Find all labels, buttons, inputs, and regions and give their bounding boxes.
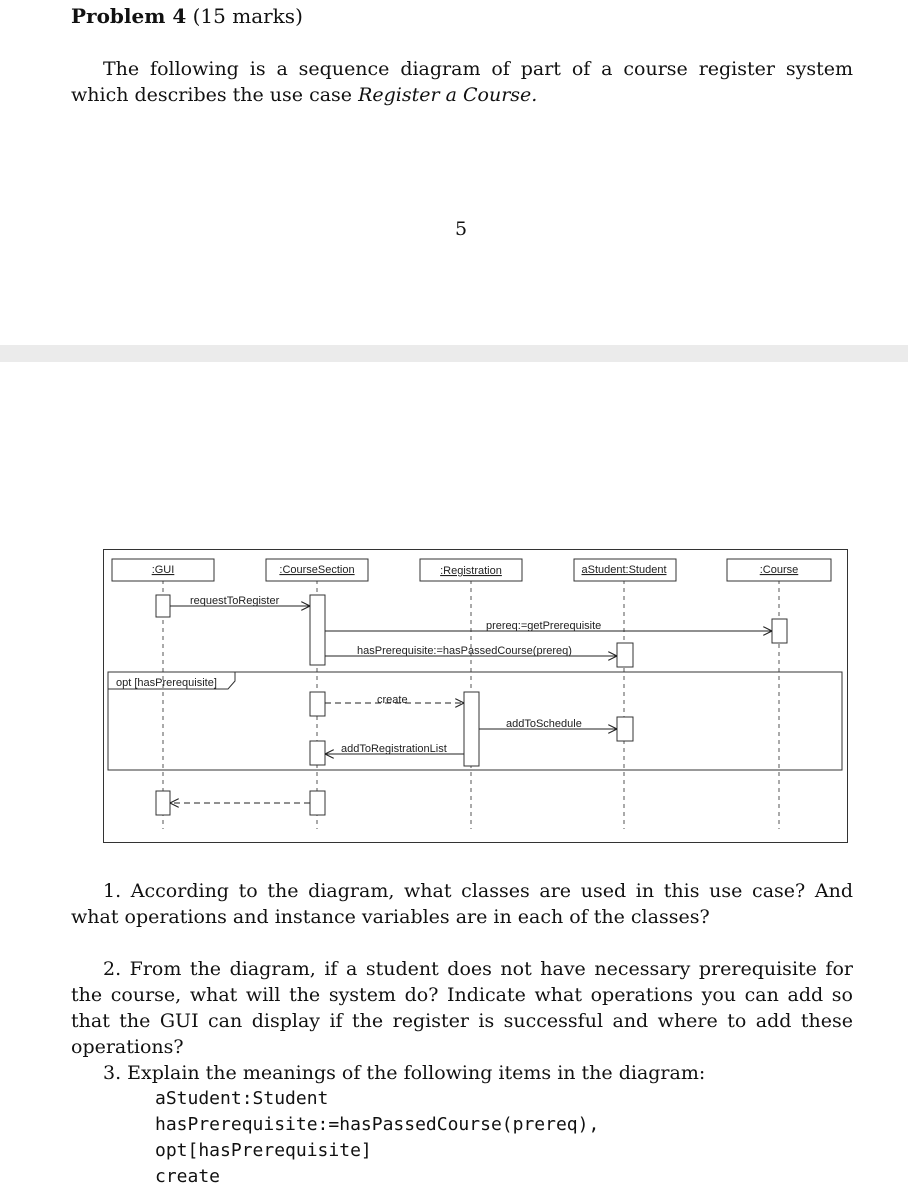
question-2 — [71, 956, 853, 1060]
registration-activation — [464, 692, 479, 766]
code-item-student: aStudent:Student — [155, 1088, 329, 1109]
question-1 — [71, 878, 853, 930]
page-break — [0, 345, 908, 362]
code-item-hasprereq: hasPrerequisite:=hasPassedCourse(prereq), — [155, 1114, 600, 1135]
intro-text: The following is a sequence diagram of part of a course register system which describes the use case — [71, 58, 853, 106]
gui-activation-1 — [156, 595, 170, 617]
msg-request-label: requestToRegister — [190, 595, 280, 607]
coursesection-activation-4 — [310, 791, 325, 815]
code-list — [155, 1086, 599, 1190]
lifeline-student-label: aStudent:Student — [581, 564, 667, 576]
code-item-create: create — [155, 1166, 221, 1187]
problem-marks: (15 marks) — [192, 4, 303, 28]
lifeline-coursesection-label: :CourseSection — [279, 564, 355, 576]
problem-heading — [71, 4, 303, 28]
msg-hasprereq-label: hasPrerequisite:=hasPassedCourse(prereq) — [357, 645, 572, 657]
use-case-name: Register a Course. — [358, 84, 538, 106]
msg-prereq-label: prereq:=getPrerequisite — [486, 620, 602, 632]
lifeline-course-label: :Course — [759, 564, 799, 576]
lifeline-registration-label: :Registration — [440, 565, 502, 577]
coursesection-activation-3 — [310, 741, 325, 765]
question-3-text: 3. Explain the meanings of the following items in the diagram: — [103, 1062, 706, 1084]
gui-activation-2 — [156, 791, 170, 815]
page-number: 5 — [454, 218, 468, 240]
course-activation — [772, 619, 787, 643]
lifeline-gui-label: :GUI — [151, 564, 175, 576]
msg-create-label: create — [377, 694, 408, 706]
coursesection-activation-1 — [310, 595, 325, 665]
msg-addreglist-label: addToRegistrationList — [341, 743, 447, 755]
coursesection-activation-2 — [310, 692, 325, 716]
opt-fragment-label: opt [hasPrerequisite] — [116, 677, 217, 689]
intro-paragraph — [71, 56, 853, 108]
code-item-opt: opt[hasPrerequisite] — [155, 1140, 372, 1161]
student-activation-2 — [617, 717, 633, 741]
problem-title: Problem 4 — [71, 4, 187, 28]
question-1-text: 1. According to the diagram, what classes are used in this use case? And what operations and instance variables are in each of the classes? — [71, 880, 853, 928]
question-3 — [71, 1060, 853, 1086]
student-activation-1 — [617, 643, 633, 667]
question-2-text: 2. From the diagram, if a student does not have necessary prerequisite for the course, what will the system do? Indicate what operations you can add so that the GUI can display if the register is successful and where to add these operations? — [71, 958, 853, 1058]
sequence-diagram — [103, 549, 848, 843]
msg-addschedule-label: addToSchedule — [506, 718, 582, 730]
